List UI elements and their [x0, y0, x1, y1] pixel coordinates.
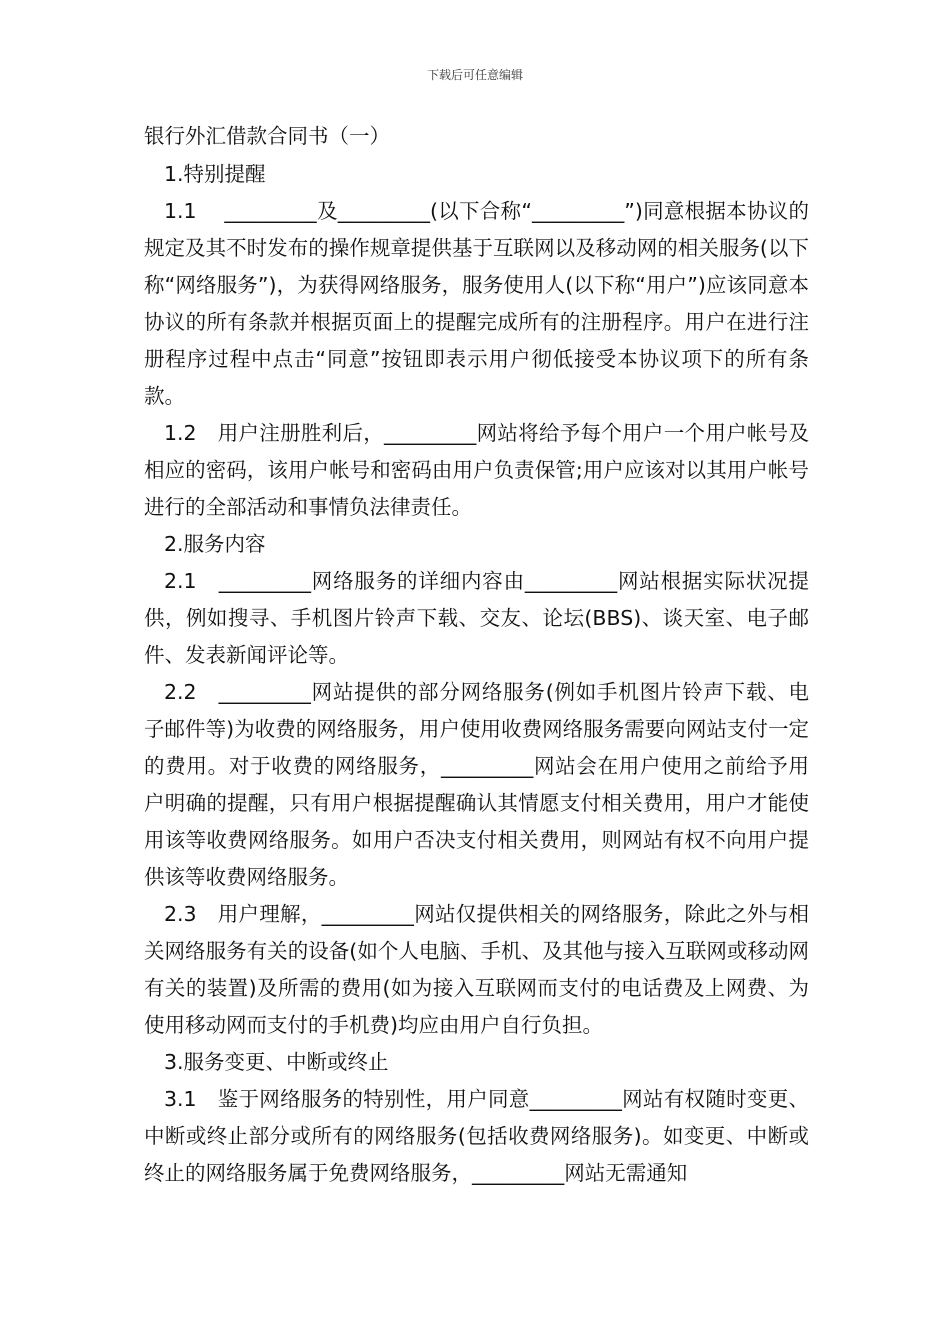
- document-body: [144, 118, 809, 1192]
- paragraph-1-1: 1.1 _________及_________(以下合称“_________”)同意根据本协议的规定及其不时发布的操作规章提供基于互联网以及移动网的相关服务(以下称“网络服务”)，为获得网络服务，服务使用人(以下称“用户”)应该同意本协议的所有条款并根据页面上的提醒完成所有的注册程序。用户在进行注册程序过程中点击“同意”按钮即表示用户彻低接受本协议项下的所有条款。: [144, 199, 809, 408]
- page-header: 下载后可任意编辑: [426, 68, 523, 82]
- paragraph-3-1: 3.1 鉴于网络服务的特别性，用户同意_________网站有权随时变更、中断或终止部分或所有的网络服务(包括收费网络服务)。如变更、中断或终止的网络服务属于免费网络服务，_________网站无需通知: [144, 1087, 809, 1185]
- paragraph-2-2: 2.2 _________网站提供的部分网络服务(例如手机图片铃声下载、电子邮件等)为收费的网络服务，用户使用收费网络服务需要向网站支付一定的费用。对于收费的网络服务，_________网站会在用户使用之前给予用户明确的提醒，只有用户根据提醒确认其情愿支付相关费用，用户才能使用该等收费网络服务。如用户否决支付相关费用，则网站有权不向用户提供该等收费网络服务。: [144, 680, 809, 889]
- section-heading-3: 3.服务变更、中断或终止: [164, 1050, 389, 1074]
- paragraph-1-2: 1.2 用户注册胜利后，_________网站将给予每个用户一个用户帐号及相应的密码，该用户帐号和密码由用户负责保管;用户应该对以其用户帐号进行的全部活动和事情负法律责任。: [144, 421, 809, 519]
- paragraph-2-3: 2.3 用户理解，_________网站仅提供相关的网络服务，除此之外与相关网络服务有关的设备(如个人电脑、手机、及其他与接入互联网或移动网有关的装置)及所需的费用(如为接入互联网而支付的电话费及上网费、为使用移动网而支付的手机费)均应由用户自行负担。: [144, 902, 809, 1037]
- paragraph-2-1: 2.1 _________网络服务的详细内容由_________网站根据实际状况提供，例如搜寻、手机图片铃声下载、交友、论坛(BBS)、谈天室、电子邮件、发表新闻评论等。: [144, 569, 809, 667]
- document-title: 银行外汇借款合同书（一）: [144, 124, 390, 148]
- section-heading-2: 2.服务内容: [164, 532, 266, 556]
- section-heading-1: 1.特别提醒: [164, 162, 266, 186]
